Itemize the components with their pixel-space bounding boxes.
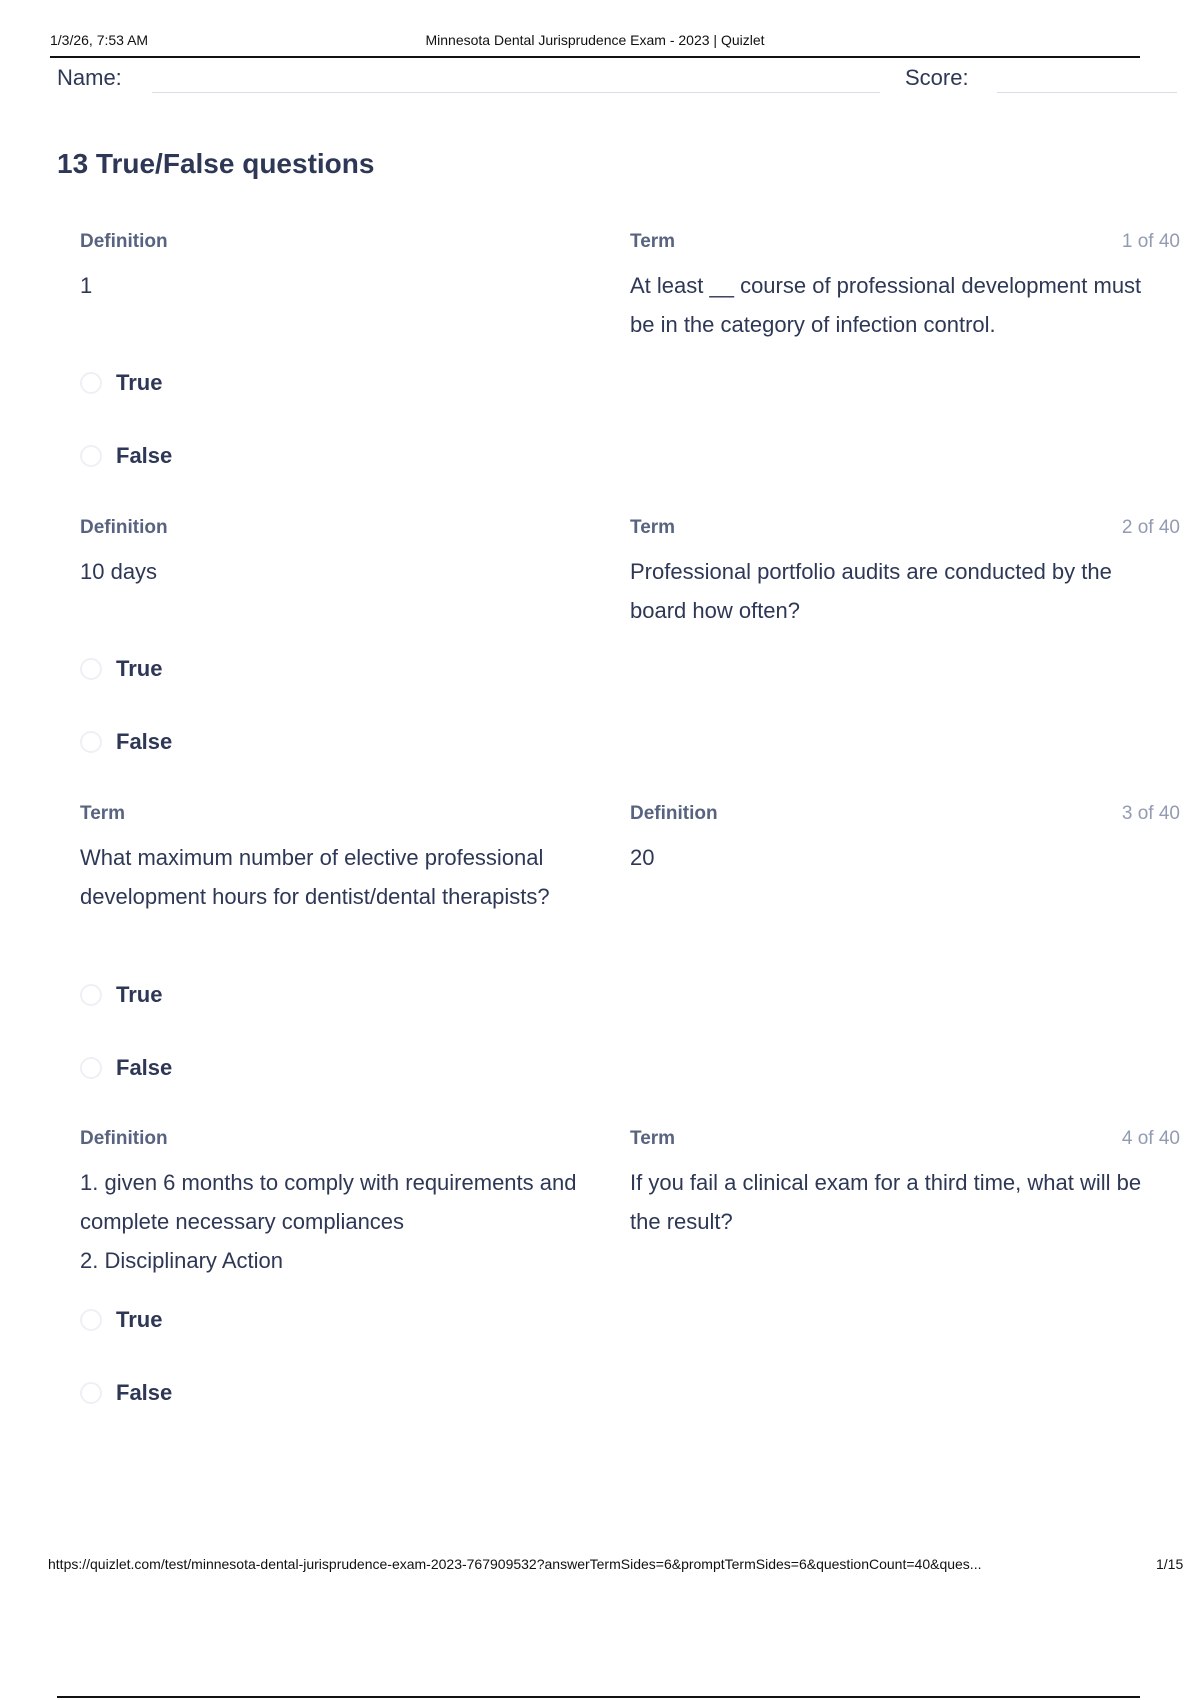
option-false[interactable] [80, 1378, 172, 1408]
question-counter: 2 of 40 [1121, 517, 1180, 538]
question-counter: 1 of 40 [1121, 231, 1180, 252]
question-right-text: Professional portfolio audits are conducted by the board how often? [630, 559, 1112, 623]
document-title: Minnesota Dental Jurisprudence Exam - 2023 | Quizlet [425, 32, 765, 48]
print-date: 1/3/26, 7:53 AM [50, 32, 149, 48]
question-left-column [80, 1125, 600, 1280]
option-true[interactable] [80, 654, 162, 684]
score-label: Score: [905, 65, 969, 90]
option-false[interactable] [80, 727, 172, 757]
question-right-text: 20 [630, 845, 655, 870]
question-left-text: What maximum number of elective professional development hours for dentist/dental therapists? [80, 845, 550, 909]
question-left-label: Definition [80, 1128, 168, 1149]
question-right-column [630, 800, 1150, 877]
question-counter: 4 of 40 [1121, 1128, 1180, 1149]
radio-button-icon[interactable] [80, 731, 102, 753]
page-url: https://quizlet.com/test/minnesota-dental-jurisprudence-exam-2023-767909532?answerTermSides=6&promptTermSides=6&questionCount=40&ques... [48, 1556, 982, 1572]
option-false[interactable] [80, 1053, 172, 1083]
question-left-text: 1. given 6 months to comply with requirements and complete necessary compliances 2. Disciplinary Action [80, 1170, 577, 1273]
radio-button-icon[interactable] [80, 984, 102, 1006]
name-score-row [57, 62, 1177, 96]
option-label: True [116, 982, 163, 1007]
option-label: True [116, 656, 163, 681]
question-counter: 3 of 40 [1121, 803, 1180, 824]
name-field[interactable] [152, 92, 880, 93]
question-right-text: If you fail a clinical exam for a third time, what will be the result? [630, 1170, 1142, 1234]
question-right-label: Term [630, 517, 676, 538]
print-header [50, 30, 1140, 58]
question-right-label: Term [630, 1128, 676, 1149]
question-right-label: Definition [630, 803, 718, 824]
question-card [80, 514, 1180, 764]
option-label: True [116, 370, 163, 395]
question-left-column [80, 228, 600, 305]
section-title: 13 True/False questions [57, 148, 375, 179]
option-label: False [116, 1380, 173, 1405]
question-right-text: At least __ course of professional development must be in the category of infection control. [630, 273, 1142, 337]
option-label: False [116, 729, 173, 754]
question-left-text: 1 [80, 273, 93, 298]
radio-button-icon[interactable] [80, 1057, 102, 1079]
option-label: False [116, 443, 173, 468]
question-left-label: Definition [80, 517, 168, 538]
question-left-text: 10 days [80, 559, 158, 584]
question-left-label: Term [80, 803, 126, 824]
option-true[interactable] [80, 368, 162, 398]
question-right-column [630, 228, 1150, 344]
footer-url [48, 1556, 1128, 1572]
option-true[interactable] [80, 980, 162, 1010]
question-left-column [80, 800, 600, 916]
question-left-label: Definition [80, 231, 168, 252]
option-label: False [116, 1055, 173, 1080]
radio-button-icon[interactable] [80, 1309, 102, 1331]
question-card [80, 228, 1180, 478]
radio-button-icon[interactable] [80, 658, 102, 680]
question-card [80, 800, 1180, 1090]
question-right-column [630, 1125, 1150, 1241]
page-number: 1/15 [1156, 1556, 1184, 1572]
bottom-divider [57, 1696, 1140, 1698]
question-right-label: Term [630, 231, 676, 252]
radio-button-icon[interactable] [80, 445, 102, 467]
question-left-column [80, 514, 600, 591]
score-field[interactable] [997, 92, 1177, 93]
radio-button-icon[interactable] [80, 1382, 102, 1404]
question-card [80, 1125, 1180, 1415]
option-true[interactable] [80, 1305, 162, 1335]
option-false[interactable] [80, 441, 172, 471]
name-label: Name: [57, 65, 122, 90]
option-label: True [116, 1307, 163, 1332]
question-right-column [630, 514, 1150, 630]
radio-button-icon[interactable] [80, 372, 102, 394]
